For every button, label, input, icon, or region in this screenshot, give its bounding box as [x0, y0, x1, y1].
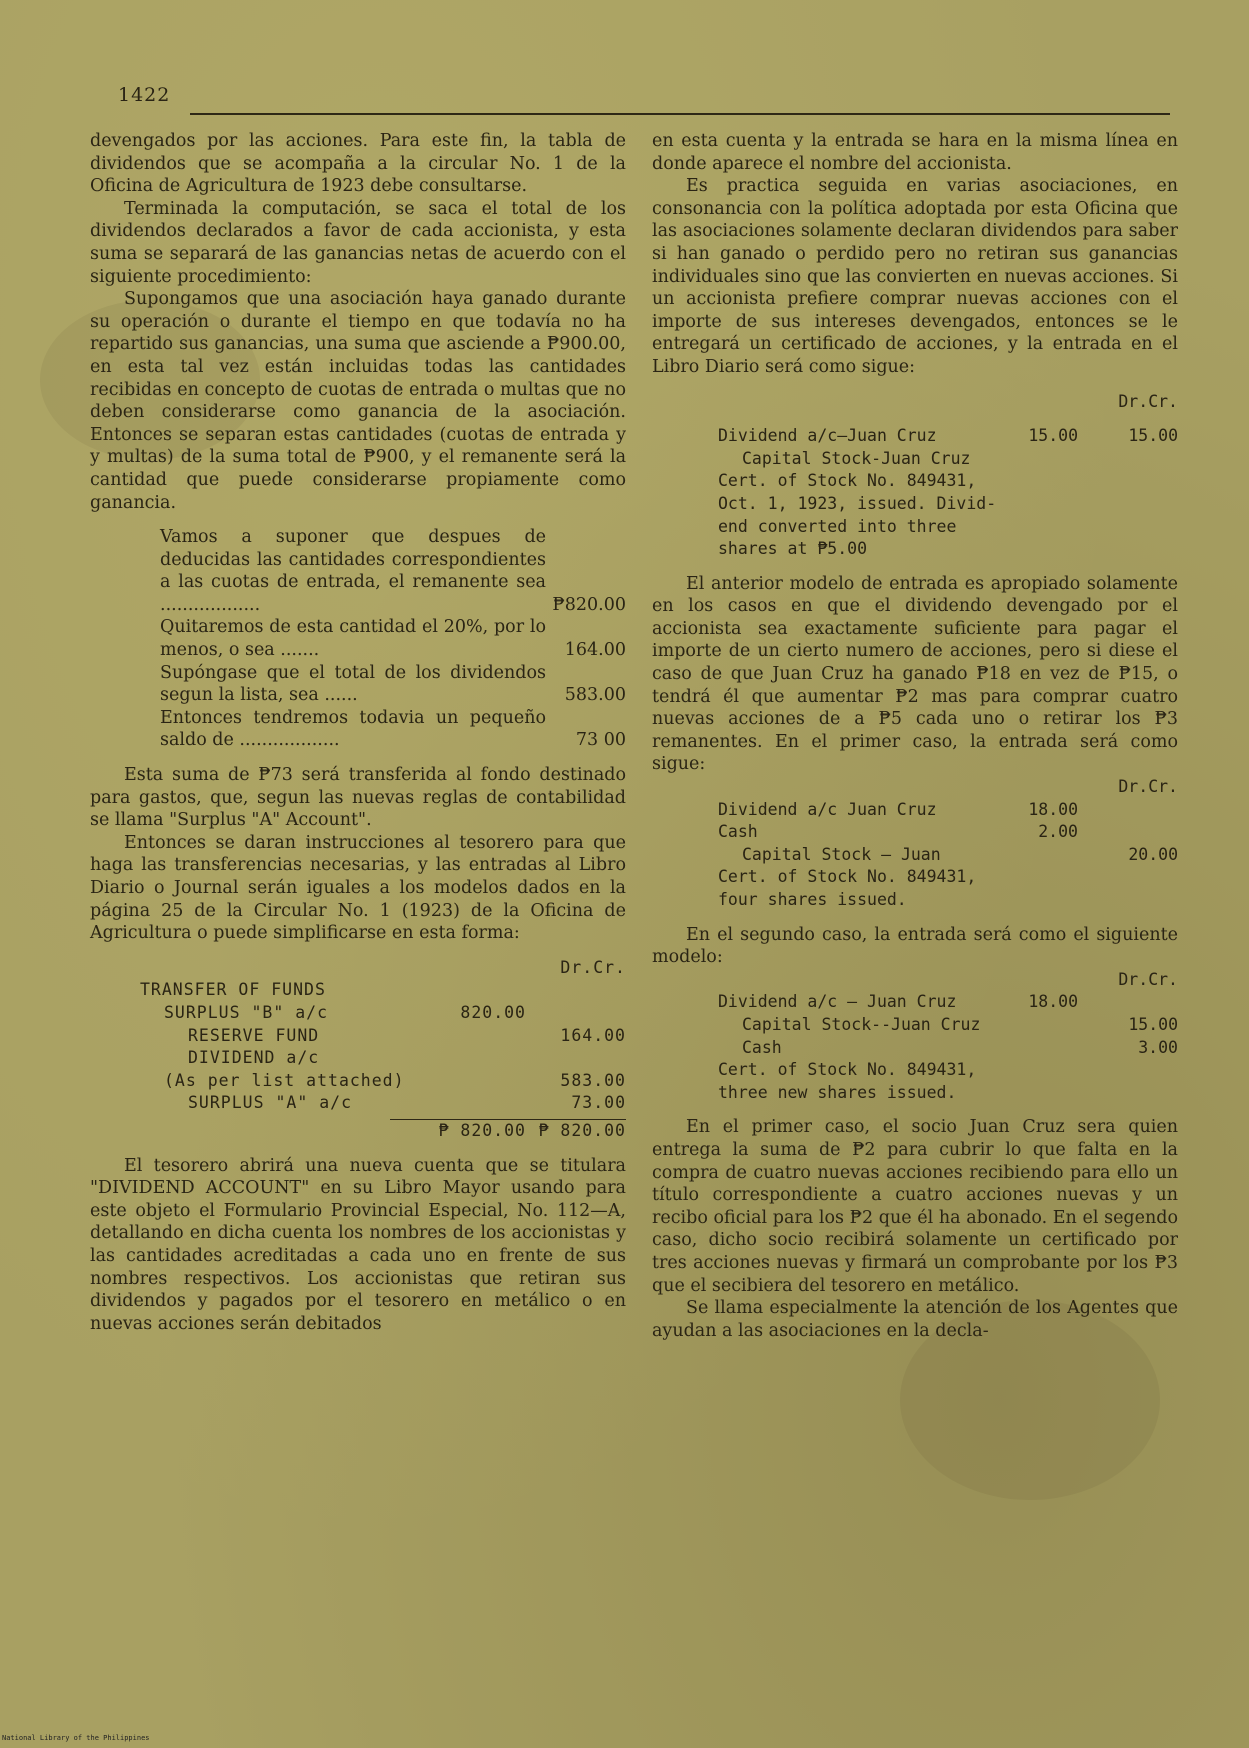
left-paragraph-5: Entonces se daran instrucciones al tesorero para que haga las transferencias necesarias, y las entradas al Libro Diario o Journal serán iguales a los modelos dados en la página 25 de la Circular No. 1 (1923) de la Oficina de Agricultura o puede simplificarse en esta forma: — [90, 832, 626, 944]
transfer-cr — [526, 979, 626, 1002]
entry3-cr: 3.00 — [1138, 1037, 1178, 1057]
transfer-dr: 820.00 — [460, 1002, 526, 1022]
transfer-dr — [436, 979, 526, 1002]
header-rule — [190, 113, 1170, 115]
calc-row — [160, 526, 626, 616]
entry3-header — [718, 969, 1178, 992]
total-dr: ₱ 820.00 — [438, 1120, 526, 1140]
transfer-cr — [526, 1047, 626, 1070]
entry3-row — [718, 1082, 1178, 1105]
entry3-row — [718, 991, 1178, 1014]
journal-entry-2 — [652, 776, 1178, 912]
library-footer: National Library of the Philippines — [2, 1734, 150, 1742]
transfer-journal-entry — [90, 957, 626, 1143]
entry2-dr — [988, 844, 1078, 867]
dr-heading: Dr. — [1118, 969, 1149, 989]
left-paragraph-1: devengados por las acciones. Para este fin, la tabla de dividendos que se acompaña a la circular No. 1 de la Oficina de Agricultura de 1923 debe consultarse. — [90, 131, 626, 197]
entry2-cr — [1078, 889, 1178, 912]
entry2-label: Capital Stock — Juan — [742, 844, 941, 864]
calc-text: Supóngase que el total de los dividendos segun la lista, sea ...... — [160, 662, 546, 706]
right-paragraph-1: en esta cuenta y la entrada se hara en la misma línea en donde aparece el nombre del accionista. — [652, 131, 1178, 174]
dr-heading: Dr. — [1118, 391, 1149, 411]
transfer-cr — [526, 1002, 626, 1025]
entry3-row — [718, 1059, 1178, 1082]
entry2-dr: 18.00 — [1028, 799, 1078, 819]
entry2-row — [718, 821, 1178, 844]
transfer-dr — [436, 1025, 526, 1048]
entry1-line: end converted into three — [718, 516, 957, 536]
entry2-dr: 2.00 — [1038, 822, 1078, 842]
transfer-dr — [436, 1047, 526, 1070]
entry2-label: Dividend a/c Juan Cruz — [718, 799, 937, 819]
transfer-cr: 73.00 — [571, 1093, 626, 1113]
entry2-cr — [1078, 821, 1178, 844]
calc-row — [160, 616, 626, 661]
calc-amount: 73 00 — [575, 730, 626, 751]
entry2-row — [718, 889, 1178, 912]
transfer-label: RESERVE FUND — [188, 1025, 320, 1045]
entry2-cr — [1078, 866, 1178, 889]
calc-text: Quitaremos de esta cantidad el 20%, por lo menos, o sea ....... — [160, 617, 546, 661]
entry1-line: shares at ₱5.00 — [718, 539, 868, 559]
entry2-header — [718, 776, 1178, 799]
entry3-dr: 18.00 — [1028, 992, 1078, 1012]
calc-text: Entonces tendremos todavia un pequeño saldo de .................. — [160, 707, 546, 751]
left-column — [90, 130, 626, 1335]
entry3-dr — [988, 1037, 1078, 1060]
calc-row — [160, 662, 626, 707]
right-paragraph-2: Es practica seguida en varias asociaciones, en consonancia con la política adoptada por esta Oficina que las asociaciones solamente declaran dividendos para saber si han ganado o perdido pero no retiran sus ganancias individuales sino que las convierten en nuevas acciones. Si un accionista prefiere comprar nuevas acciones con el importe de sus intereses devengados, entonces se le entregará un certificado de acciones, y la entrada en el Libro Diario será como sigue: — [652, 176, 1178, 377]
entry2-row — [718, 799, 1178, 822]
calc-text: Vamos a suponer que despues de deducidas las cantidades correspondientes a las cuotas de entrada, el remanente sea .................. — [160, 527, 546, 615]
entry3-dr — [988, 1014, 1078, 1037]
right-paragraph-4: En el segundo caso, la entrada será como el siguiente modelo: — [652, 924, 1178, 968]
transfer-row — [140, 1070, 626, 1093]
entry2-cr — [1078, 799, 1178, 822]
transfer-row — [140, 1025, 626, 1048]
cr-heading: Cr. — [1148, 777, 1178, 797]
transfer-label: TRANSFER OF FUNDS — [140, 980, 326, 1000]
calc-row — [160, 707, 626, 752]
transfer-label: SURPLUS "B" a/c — [164, 1002, 329, 1022]
entry1-row — [718, 425, 1178, 448]
entry3-cr: 15.00 — [1128, 1014, 1178, 1034]
entry3-cr — [1078, 1082, 1178, 1105]
left-paragraph-3: Supongamos que una asociación haya ganado durante su operación o durante el tiempo en que todavía no ha repartido sus ganancias, una suma que asciende a ₱900.00, en esta tal vez están incluidas todas las cantidades recibidas en concepto de cuotas de entrada o multas que no deben considerarse como ganancia de la asociación. Entonces se separan estas cantidades (cuotas de entrada y y multas) de la suma total de ₱900, y el remanente será la cantidad que puede considerarse propiamente como ganancia. — [90, 289, 626, 513]
transfer-cr: 164.00 — [560, 1025, 626, 1045]
entry3-dr — [988, 1059, 1078, 1082]
calc-amount: ₱820.00 — [552, 594, 626, 615]
entry1-header — [718, 391, 1178, 414]
transfer-row — [140, 1002, 626, 1025]
left-paragraph-4: Esta suma de ₱73 será transferida al fondo destinado para gastos, que, segun las nuevas reglas de contabilidad se llama "Surplus "A" Account". — [90, 765, 626, 831]
entry2-label: Cert. of Stock No. 849431, — [718, 867, 977, 887]
entry2-row — [718, 866, 1178, 889]
transfer-row — [140, 1092, 626, 1115]
calc-amount: 583.00 — [564, 685, 626, 706]
entry3-label: Capital Stock--Juan Cruz — [742, 1014, 981, 1034]
cr-heading: Cr. — [593, 957, 626, 977]
entry2-label: Cash — [718, 822, 758, 842]
cr-heading: Cr. — [1148, 969, 1178, 989]
entry3-row — [718, 1014, 1178, 1037]
left-paragraph-6: El tesorero abrirá una nueva cuenta que se titulara "DIVIDEND ACCOUNT" en su Libro Mayor usando para este objeto el Formulario Provincial Especial, No. 112—A, detallando en dicha cuenta los nombres de los accionistas y las cantidades acreditadas a cada uno en frente de sus nombres respectivos. Los accionistas que retiran sus dividendos y pagados por el tesorero en metálico o en nuevas acciones serán debitados — [90, 1155, 626, 1334]
total-cr: ₱ 820.00 — [538, 1120, 626, 1140]
cr-heading: Cr. — [1148, 391, 1178, 411]
calculation-block — [90, 526, 626, 752]
transfer-row — [140, 979, 626, 1002]
right-paragraph-5: En el primer caso, el socio Juan Cruz sera quien entrega la suma de ₱2 para cubrir lo que falta en la compra de cuatro nuevas acciones recibiendo para ello un título correspondiente a cuatro acciones nuevas y un recibo oficial para los ₱2 que él ha abonado. En el segendo caso, dicho socio recibirá solamente un certificado por tres acciones nuevas y firmará un comprobante por los ₱3 que el secibiera del tesorero en metálico. — [652, 1117, 1178, 1296]
entry2-dr — [988, 889, 1078, 912]
transfer-row — [140, 1047, 626, 1070]
entry3-row — [718, 1037, 1178, 1060]
entry1-label: Dividend a/c—Juan Cruz — [718, 426, 937, 446]
transfer-header — [140, 957, 626, 980]
entry1-line: Cert. of Stock No. 849431, — [718, 471, 977, 491]
journal-entry-1 — [652, 391, 1178, 561]
entry3-label: Cert. of Stock No. 849431, — [718, 1060, 977, 1080]
entry3-label: Dividend a/c — Juan Cruz — [718, 992, 957, 1012]
page-number: 1422 — [118, 84, 171, 106]
transfer-label: DIVIDEND a/c — [188, 1048, 320, 1068]
transfer-dr — [436, 1092, 526, 1115]
entry2-label: four shares issued. — [718, 890, 907, 909]
entry1-line: Oct. 1, 1923, issued. Divid- — [718, 493, 997, 513]
right-column — [652, 130, 1178, 1342]
entry1-line: Capital Stock-Juan Cruz — [742, 448, 971, 468]
transfer-totals — [390, 1119, 626, 1143]
transfer-label: SURPLUS "A" a/c — [188, 1093, 353, 1113]
entry2-row — [718, 844, 1178, 867]
right-paragraph-6: Se llama especialmente la atención de los Agentes que ayudan a las asociaciones en la decla- — [652, 1298, 1178, 1341]
transfer-dr — [436, 1070, 526, 1093]
left-paragraph-2: Terminada la computación, se saca el total de los dividendos declarados a favor de cada accionista, y esta suma se separará de las ganancias netas de acuerdo con el siguiente procedimiento: — [90, 198, 626, 287]
entry1-dr: 15.00 — [1028, 426, 1078, 446]
entry3-label: Cash — [742, 1037, 782, 1057]
entry1-cr: 15.00 — [1128, 426, 1178, 446]
entry3-cr — [1078, 1059, 1178, 1082]
transfer-cr: 583.00 — [560, 1070, 626, 1090]
journal-entry-3 — [652, 969, 1178, 1105]
dr-heading: Dr. — [560, 957, 594, 977]
dr-heading: Dr. — [1118, 777, 1149, 797]
calc-amount: 164.00 — [564, 640, 626, 661]
transfer-label: (As per list attached) — [164, 1070, 405, 1090]
right-paragraph-3: El anterior modelo de entrada es apropiado solamente en los casos en que el dividendo devengado por el accionista sea exactamente suficiente para pagar el importe de un cierto numero de acciones, pero si diese el caso de que Juan Cruz ha ganado ₱18 en vez de ₱15, o tendrá él que aumentar ₱2 mas para comprar cuatro nuevas acciones de a ₱5 cada uno o retirar los ₱3 remanentes. En el primer caso, la entrada será como sigue: — [652, 573, 1178, 775]
entry3-dr — [988, 1082, 1078, 1105]
entry3-cr — [1078, 991, 1178, 1014]
entry3-label: three new shares issued. — [718, 1082, 957, 1102]
entry2-cr: 20.00 — [1128, 844, 1178, 864]
entry2-dr — [988, 866, 1078, 889]
